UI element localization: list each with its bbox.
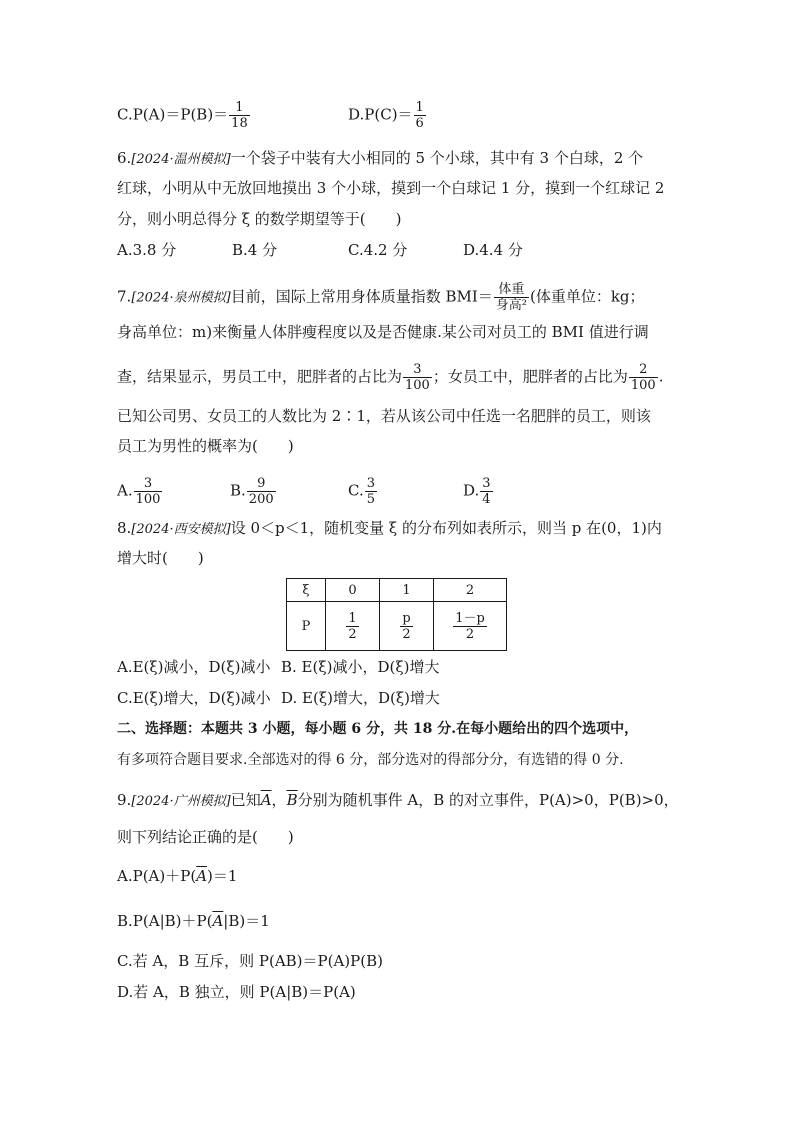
q8-option-d: D. E(ξ)增大，D(ξ)增大 — [281, 689, 440, 707]
fraction — [346, 611, 358, 642]
q6-option-b: B.4 分 — [232, 241, 278, 259]
q8-line-1 — [117, 518, 662, 540]
numerator: 9 — [247, 476, 276, 492]
q6-option-d: D.4.4 分 — [463, 241, 523, 259]
q6-line-1 — [117, 148, 643, 170]
option-expr: P(A)＝P(B)＝ — [132, 105, 229, 124]
q9-line-1 — [117, 790, 679, 812]
table-row — [287, 579, 507, 602]
denominator: 100 — [135, 492, 161, 507]
table-cell — [380, 602, 434, 651]
question-text: . — [658, 367, 664, 386]
question-text: 一个袋子中装有大小相同的 5 个小球，其中有 3 个白球，2 个 — [230, 149, 644, 167]
numerator: 1 — [229, 100, 250, 116]
numerator: 1 — [348, 610, 357, 626]
a-complement: $\overline{A}$ — [196, 867, 208, 885]
option-text: )＝1 — [207, 867, 238, 885]
question-source: [2024·温州模拟] — [131, 152, 231, 167]
numerator: 1 — [415, 100, 424, 115]
q7-option-d — [463, 476, 494, 507]
q9-line-2: 则下列结论正确的是( ) — [117, 828, 294, 846]
numerator: 3 — [403, 362, 432, 378]
q5-option-d — [348, 100, 427, 131]
section-2-instructions-line-1: 二、选择题：本题共 3 小题，每小题 6 分，共 18 分.在每小题给出的四个选项中， — [117, 721, 639, 737]
numerator: 3 — [366, 476, 375, 491]
question-text: (体重单位：kg； — [529, 287, 645, 306]
q7-line-5: 员工为男性的概率为( ) — [117, 437, 294, 455]
female-fraction — [629, 362, 658, 393]
question-number: 7. — [117, 287, 132, 306]
fraction — [400, 611, 412, 642]
fraction — [247, 476, 276, 507]
section-2-instructions-line-2: 有多项符合题目要求.全部选对的得 6 分，部分选对的得部分分，有选错的得 0 分. — [117, 752, 624, 768]
q7-option-c — [348, 476, 378, 507]
fraction — [134, 476, 163, 507]
question-text: ；女员工中，肥胖者的占比为 — [432, 367, 628, 386]
question-text: 分别为随机事件 A，B 的对立事件，P(A)>0，P(B)>0， — [297, 791, 679, 809]
q8-line-2: 增大时( ) — [117, 549, 204, 567]
a-complement: $\overline{A}$ — [212, 912, 224, 930]
question-number: 8. — [117, 519, 132, 537]
denominator: 4 — [482, 492, 491, 507]
q6-line-2: 红球，小明从中无放回地摸出 3 个小球，摸到一个白球记 1 分，摸到一个红球记 2 — [117, 179, 665, 197]
question-text: 设 0＜p＜1，随机变量 ξ 的分布列如表所示，则当 p 在(0，1)内 — [230, 519, 662, 537]
q7-line-4: 已知公司男、女员工的人数比为 2∶1，若从该公司中任选一名肥胖的员工，则该 — [117, 407, 651, 425]
table-row — [287, 602, 507, 651]
b-complement: $\overline{B}$ — [286, 791, 298, 809]
q8-option-a: A.E(ξ)减小，D(ξ)减小 — [117, 658, 271, 676]
question-number: 9. — [117, 791, 132, 809]
q9-option-a — [117, 866, 237, 886]
denominator: 100 — [630, 378, 656, 393]
question-source: [2024·西安模拟] — [131, 522, 231, 537]
option-expr: P(C)＝ — [364, 105, 413, 124]
table-cell: 0 — [326, 579, 380, 602]
fraction — [229, 100, 250, 131]
table-cell: ξ — [287, 579, 326, 602]
option-label: A. — [117, 481, 133, 500]
denominator: 5 — [366, 492, 375, 507]
q6-option-c: C.4.2 分 — [348, 241, 408, 259]
question-text: 目前，国际上常用身体质量指数 BMI＝ — [230, 287, 493, 306]
numerator: 体重 — [494, 282, 529, 298]
option-label: C. — [348, 481, 364, 500]
numerator: 1－p — [455, 610, 485, 626]
denominator: 2 — [465, 626, 475, 642]
question-number: 6. — [117, 149, 132, 167]
q7-line-3 — [117, 362, 663, 393]
denominator: 2 — [402, 626, 411, 642]
table-cell: 2 — [434, 579, 507, 602]
a-complement: $\overline{A}$ — [260, 791, 272, 809]
numerator: 2 — [629, 362, 658, 378]
q7-line-2: 身高单位：m)来衡量人体胖瘦程度以及是否健康.某公司对员工的 BMI 值进行调 — [117, 323, 649, 341]
fraction — [414, 100, 426, 131]
table-cell: 1 — [380, 579, 434, 602]
fraction — [453, 611, 487, 642]
option-text: A.P(A)＋P( — [117, 867, 197, 885]
question-text: 查，结果显示，男员工中，肥胖者的占比为 — [117, 367, 403, 386]
question-text: ， — [271, 791, 287, 809]
q8-option-b: B. E(ξ)减小，D(ξ)增大 — [281, 658, 440, 676]
q7-line-1 — [117, 282, 645, 313]
option-label: B. — [230, 481, 246, 500]
numerator: p — [402, 610, 411, 626]
q7-option-a — [117, 476, 163, 507]
q9-option-b — [117, 911, 270, 931]
denominator: 18 — [231, 116, 248, 131]
numerator: 3 — [134, 476, 163, 492]
question-source: [2024·广州模拟] — [131, 794, 231, 809]
q8-option-c: C.E(ξ)增大，D(ξ)减小 — [117, 689, 271, 707]
numerator: 3 — [482, 476, 491, 491]
male-fraction — [403, 362, 432, 393]
denominator: 200 — [248, 492, 274, 507]
denominator: 身高² — [495, 298, 527, 313]
fraction — [480, 476, 492, 507]
denominator: 100 — [405, 378, 430, 393]
table-cell — [434, 602, 507, 651]
q9-option-c: C.若 A，B 互斥，则 P(AB)＝P(A)P(B) — [117, 952, 383, 970]
fraction — [365, 476, 377, 507]
table-cell: P — [287, 602, 326, 651]
q6-line-3: 分，则小明总得分 ξ 的数学期望等于( ) — [117, 210, 402, 228]
option-text: |B)＝1 — [223, 912, 270, 930]
option-text: B.P(A|B)＋P( — [117, 912, 213, 930]
q9-option-d: D.若 A，B 独立，则 P(A|B)＝P(A) — [117, 983, 356, 1001]
table-cell — [326, 602, 380, 651]
option-label: D. — [348, 105, 365, 124]
question-text: 已知 — [230, 791, 261, 809]
bmi-fraction — [494, 282, 529, 313]
option-label: D. — [463, 481, 480, 500]
denominator: 6 — [415, 116, 424, 131]
option-label: C. — [117, 105, 133, 124]
q6-option-a: A.3.8 分 — [117, 241, 177, 259]
distribution-table — [286, 578, 507, 651]
denominator: 2 — [348, 626, 357, 642]
q7-option-b — [230, 476, 277, 507]
q5-option-c — [117, 100, 251, 131]
question-source: [2024·泉州模拟] — [131, 290, 231, 306]
